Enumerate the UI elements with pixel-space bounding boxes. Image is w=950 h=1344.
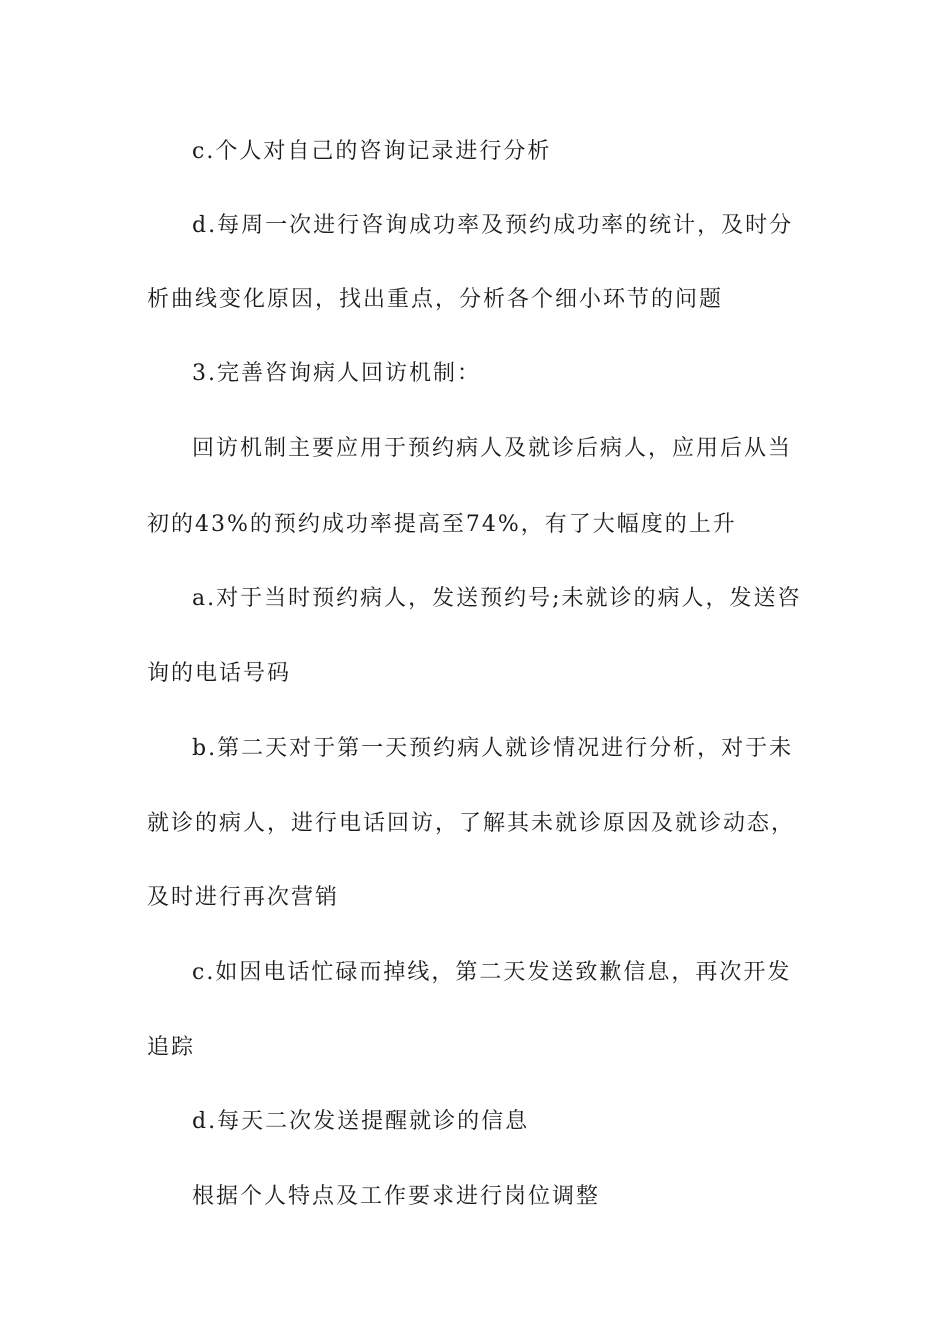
text-line: d.每周一次进行咨询成功率及预约成功率的统计，及时分 bbox=[192, 213, 794, 238]
text-line: a.对于当时预约病人，发送预约号;未就诊的病人，发送咨 bbox=[192, 586, 802, 611]
text-line: 就诊的病人，进行电话回访，了解其未就诊原因及就诊动态， bbox=[147, 811, 796, 836]
text-line: 析曲线变化原因，找出重点，分析各个细小环节的问题 bbox=[147, 287, 724, 312]
text-line: b.第二天对于第一天预约病人就诊情况进行分析，对于未 bbox=[192, 736, 794, 761]
text-line: 回访机制主要应用于预约病人及就诊后病人，应用后从当 bbox=[192, 436, 793, 461]
text-line: c.个人对自己的咨询记录进行分析 bbox=[192, 139, 552, 164]
text-line: 根据个人特点及工作要求进行岗位调整 bbox=[192, 1184, 601, 1209]
text-line: d.每天二次发送提醒就诊的信息 bbox=[192, 1109, 530, 1134]
text-line: 询的电话号码 bbox=[147, 661, 292, 686]
text-line: 追踪 bbox=[147, 1035, 196, 1060]
text-line: 初的43%的预约成功率提高至74%，有了大幅度的上升 bbox=[147, 512, 737, 537]
section-heading: 3.完善咨询病人回访机制： bbox=[192, 361, 481, 386]
text-line: c.如因电话忙碌而掉线，第二天发送致歉信息，再次开发 bbox=[192, 960, 792, 985]
text-line: 及时进行再次营销 bbox=[147, 885, 340, 910]
